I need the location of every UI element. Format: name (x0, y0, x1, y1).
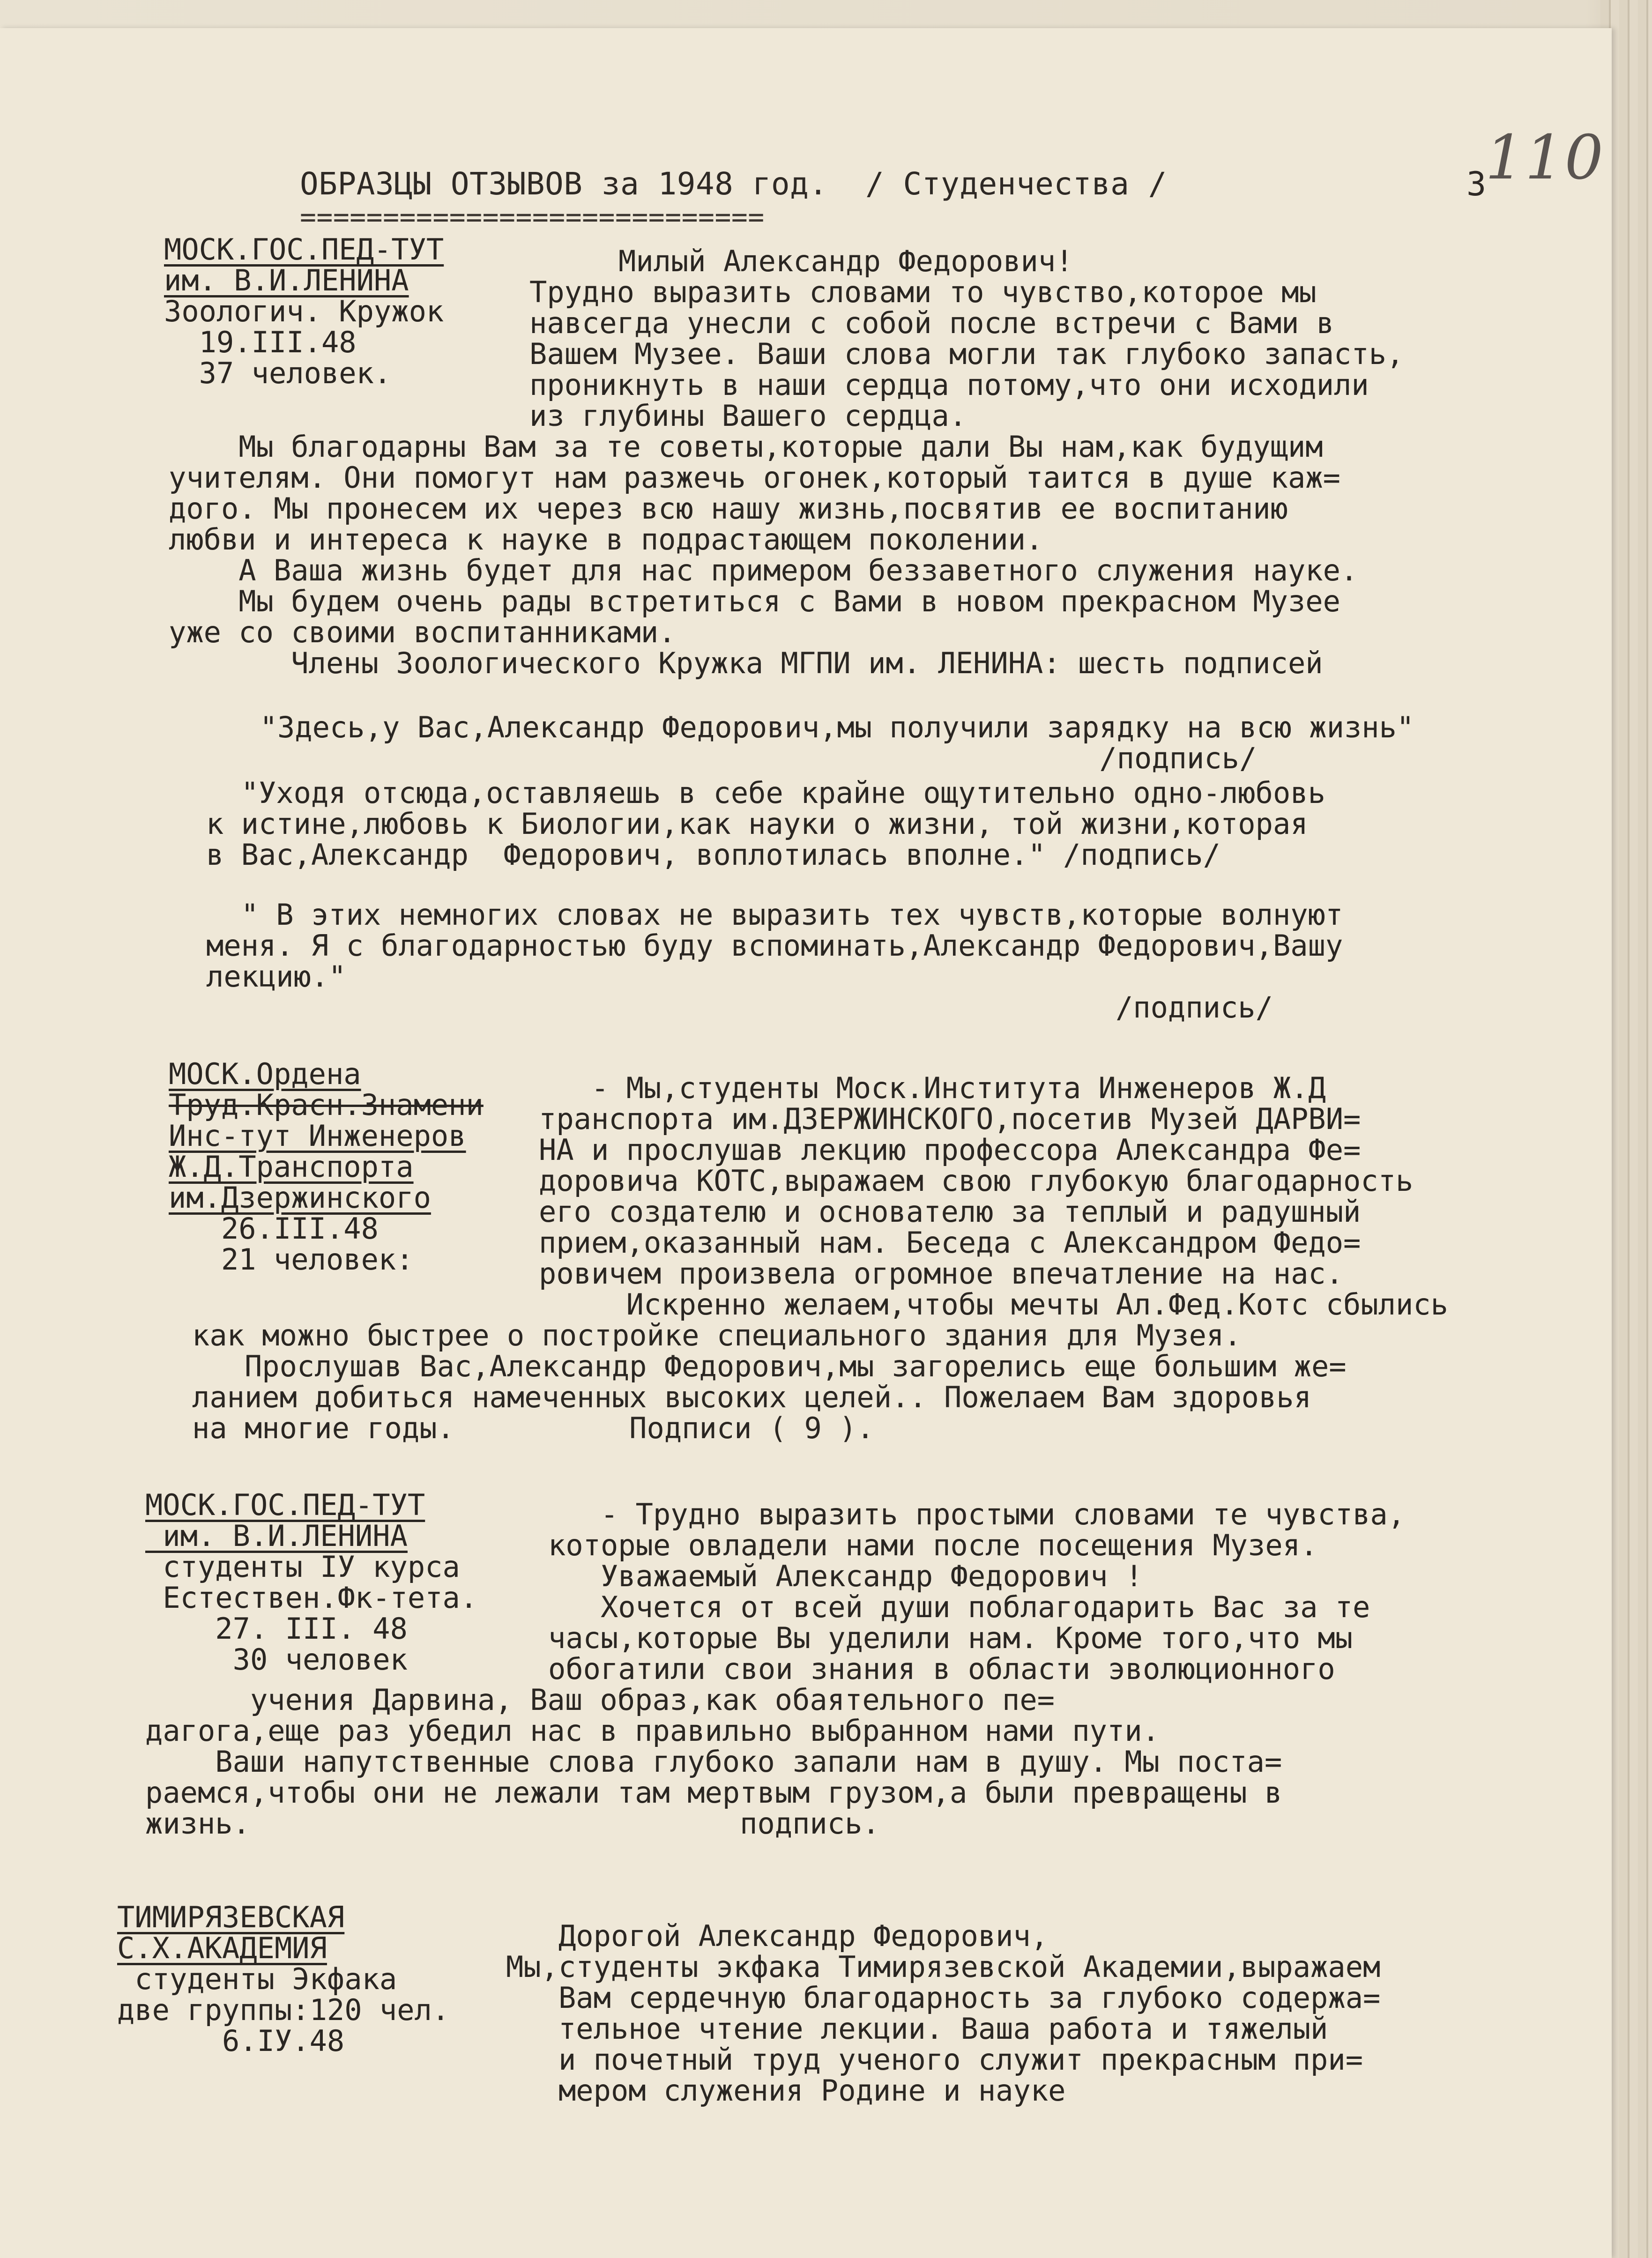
text-line: мером служения Родине и науке (506, 2073, 1066, 2108)
text-line: Вашем Музее. Ваши слова могли так глубоко запасть, (529, 337, 1404, 371)
entry-1-text (529, 277, 1404, 431)
text-line: на многие годы. Подписи ( 9 ). (192, 1411, 874, 1445)
text-line: Трудно выразить словами то чувство,которое мы (529, 275, 1317, 309)
text-line: транспорта им.ДЗЕРЖИНСКОГО,посетив Музей ДАРВИ= (539, 1102, 1361, 1136)
quote-line: " В этих немногих словах не выразить тех чувств,которые волнуют (206, 898, 1343, 932)
quote-line: лекцию." (206, 959, 346, 994)
org-line: 19.III.48 (164, 325, 357, 359)
org-line: МОСК.ГОС.ПЕД-ТУТ (145, 1488, 425, 1522)
document-page (0, 28, 1612, 2258)
org-line: им. В.И.ЛЕНИНА (164, 263, 409, 297)
text-line: Вам сердечную благодарность за глубоко содержа= (506, 1981, 1381, 2015)
org-line: им. В.И.ЛЕНИНА (145, 1519, 408, 1553)
org-line: 21 человек: (169, 1242, 414, 1277)
quote-line: "Здесь,у Вас,Александр Федорович,мы получили зарядку на всю жизнь" (225, 710, 1414, 744)
entry-4-text (506, 1921, 1380, 2106)
quote-line: "Уходя отсюда,оставляешь в себе крайне ощутительно одно-любовь (206, 776, 1325, 810)
quote-1 (225, 712, 1414, 774)
text-line: уже со своими воспитанниками. (169, 615, 676, 649)
text-line: учения Дарвина, Ваш образ,как обаятельного пе= (145, 1683, 1055, 1717)
text-line: из глубины Вашего сердца. (529, 399, 967, 433)
org-line: им.Дзержинского (169, 1181, 431, 1215)
text-line: Члены Зоологического Кружка МГПИ им. ЛЕНИНА: шесть подписей (169, 646, 1323, 680)
org-line: Труд.Красн.Знамени (169, 1088, 484, 1122)
text-line: Хочется от всей души поблагодарить Вас за те (548, 1590, 1370, 1624)
org-line: МОСК.ГОС.ПЕД-ТУТ (164, 232, 444, 267)
text-line: доровича КОТС,выражаем свою глубокую благодарность (539, 1164, 1414, 1198)
text-line: Мы,студенты экфака Тимирязевской Академии,выражаем (506, 1950, 1381, 1984)
text-line: любви и интереса к науке в подрастающем поколении. (169, 522, 1043, 557)
org-line: МОСК.Ордена (169, 1057, 361, 1091)
text-line: Прослушав Вас,Александр Федорович,мы загорелись еще большим же= (192, 1349, 1347, 1383)
org-line: две группы:120 чел. (117, 1993, 450, 2027)
text-line: ровичем произвела огромное впечатление на нас. (539, 1256, 1344, 1291)
quote-line: меня. Я с благодарностью буду вспоминать,Александр Федорович,Вашу (206, 928, 1343, 963)
text-line: Милый Александр Федорович! (618, 244, 1073, 278)
quote-line: в Вас,Александр Федорович, воплотилась вполне." /подпись/ (206, 838, 1220, 872)
text-line: навсегда унесли с собой после встречи с Вами в (529, 306, 1334, 340)
org-line: ТИМИРЯЗЕВСКАЯ (117, 1900, 345, 1934)
entry-4-org (117, 1902, 449, 2057)
text-line: жизнь. подпись. (145, 1806, 880, 1841)
entry-1-org (164, 234, 444, 389)
text-line: Искренно желаем,чтобы мечты Ал.Фед.Котс сбылись (539, 1287, 1449, 1322)
text-line: Ваши напутственные слова глубоко запали нам в душу. Мы поста= (145, 1745, 1282, 1779)
org-line: С.Х.АКАДЕМИЯ (117, 1931, 327, 1965)
entry-3-org (145, 1490, 477, 1675)
document-title: ОБРАЗЦЫ ОТЗЫВОВ за 1948 год. / Студенчества / (300, 166, 1167, 202)
quote-3 (206, 899, 1343, 1023)
text-line: Уважаемый Александр Федорович ! (548, 1559, 1143, 1593)
quote-line: к истине,любовь к Биологии,как науки о жизни, той жизни,которая (206, 807, 1308, 841)
text-line: тельное чтение лекции. Ваша работа и тяжелый (506, 2012, 1328, 2046)
text-line: дагога,еще раз убедил нас в правильно выбранном нами пути. (145, 1714, 1160, 1748)
quote-signature: /подпись/ (225, 741, 1257, 775)
entry-2-org (169, 1059, 484, 1275)
org-line: 30 человек (145, 1642, 408, 1677)
text-line: его создателю и основателю за теплый и радушный (539, 1195, 1361, 1229)
org-line: Инс-тут Инженеров (169, 1119, 466, 1153)
org-line: Ж.Д.Транспорта (169, 1150, 414, 1184)
title-underline: ============================ (300, 201, 765, 233)
entry-1-text-wide (169, 431, 1358, 679)
org-line: 37 человек. (164, 356, 392, 390)
entry-2-text (539, 1073, 1448, 1320)
org-line: студенты IУ курса (145, 1550, 460, 1584)
text-line: Дорогой Александр Федорович, (506, 1919, 1049, 1953)
org-line: 26.III.48 (169, 1211, 379, 1246)
text-line: раемся,чтобы они не лежали там мертвым грузом,а были превращены в (145, 1775, 1282, 1810)
org-line: Естествен.Фк-тета. (145, 1581, 478, 1615)
text-line: дого. Мы пронесем их через всю нашу жизнь,посвятив ее воспитанию (169, 491, 1288, 526)
entry-3-text-wide (145, 1685, 1282, 1839)
text-line: и почетный труд ученого служит прекрасным при= (506, 2043, 1363, 2077)
page-number: 3 (1466, 165, 1487, 203)
text-line: - Трудно выразить простыми словами те чувства, (548, 1497, 1406, 1531)
org-line: Зоологич. Кружок (164, 294, 444, 328)
quote-signature: /подпись/ (206, 990, 1273, 1025)
text-line: часы,которые Вы уделили нам. Кроме того,что мы (548, 1621, 1353, 1655)
text-line: ланием добиться намеченных высоких целей.. Пожелаем Вам здоровья (192, 1380, 1311, 1414)
text-line: Мы благодарны Вам за те советы,которые дали Вы нам,как будущим (169, 430, 1323, 464)
text-line: как можно быстрее о постройке специального здания для Музея. (192, 1318, 1242, 1352)
org-line: 27. III. 48 (145, 1612, 408, 1646)
text-line: Мы будем очень рады встретиться с Вами в новом прекрасном Музее (169, 584, 1340, 618)
entry-2-text-wide (192, 1320, 1347, 1444)
entry-3-text (548, 1499, 1405, 1685)
entry-1-text-top (618, 246, 1073, 277)
org-line: студенты Экфака (117, 1962, 397, 1996)
text-line: А Ваша жизнь будет для нас примером беззаветного служения науке. (169, 553, 1358, 587)
text-line: - Мы,студенты Моск.Института Инженеров Ж.Д (539, 1071, 1326, 1105)
quote-2 (206, 778, 1325, 870)
text-line: учителям. Они помогут нам разжечь огонек,который таится в душе каж= (169, 461, 1340, 495)
text-line: обогатили свои знания в области эволюционного (548, 1652, 1335, 1686)
org-line: 6.IУ.48 (117, 2024, 345, 2058)
text-line: прием,оказанный нам. Беседа с Александром Федо= (539, 1226, 1361, 1260)
handwritten-folio-number: 110 (1485, 122, 1605, 193)
text-line: проникнуть в наши сердца потому,что они исходили (529, 368, 1369, 402)
text-line: НА и прослушав лекцию профессора Александра Фе= (539, 1133, 1361, 1167)
text-line: которые овладели нами после посещения Музея. (548, 1528, 1318, 1562)
